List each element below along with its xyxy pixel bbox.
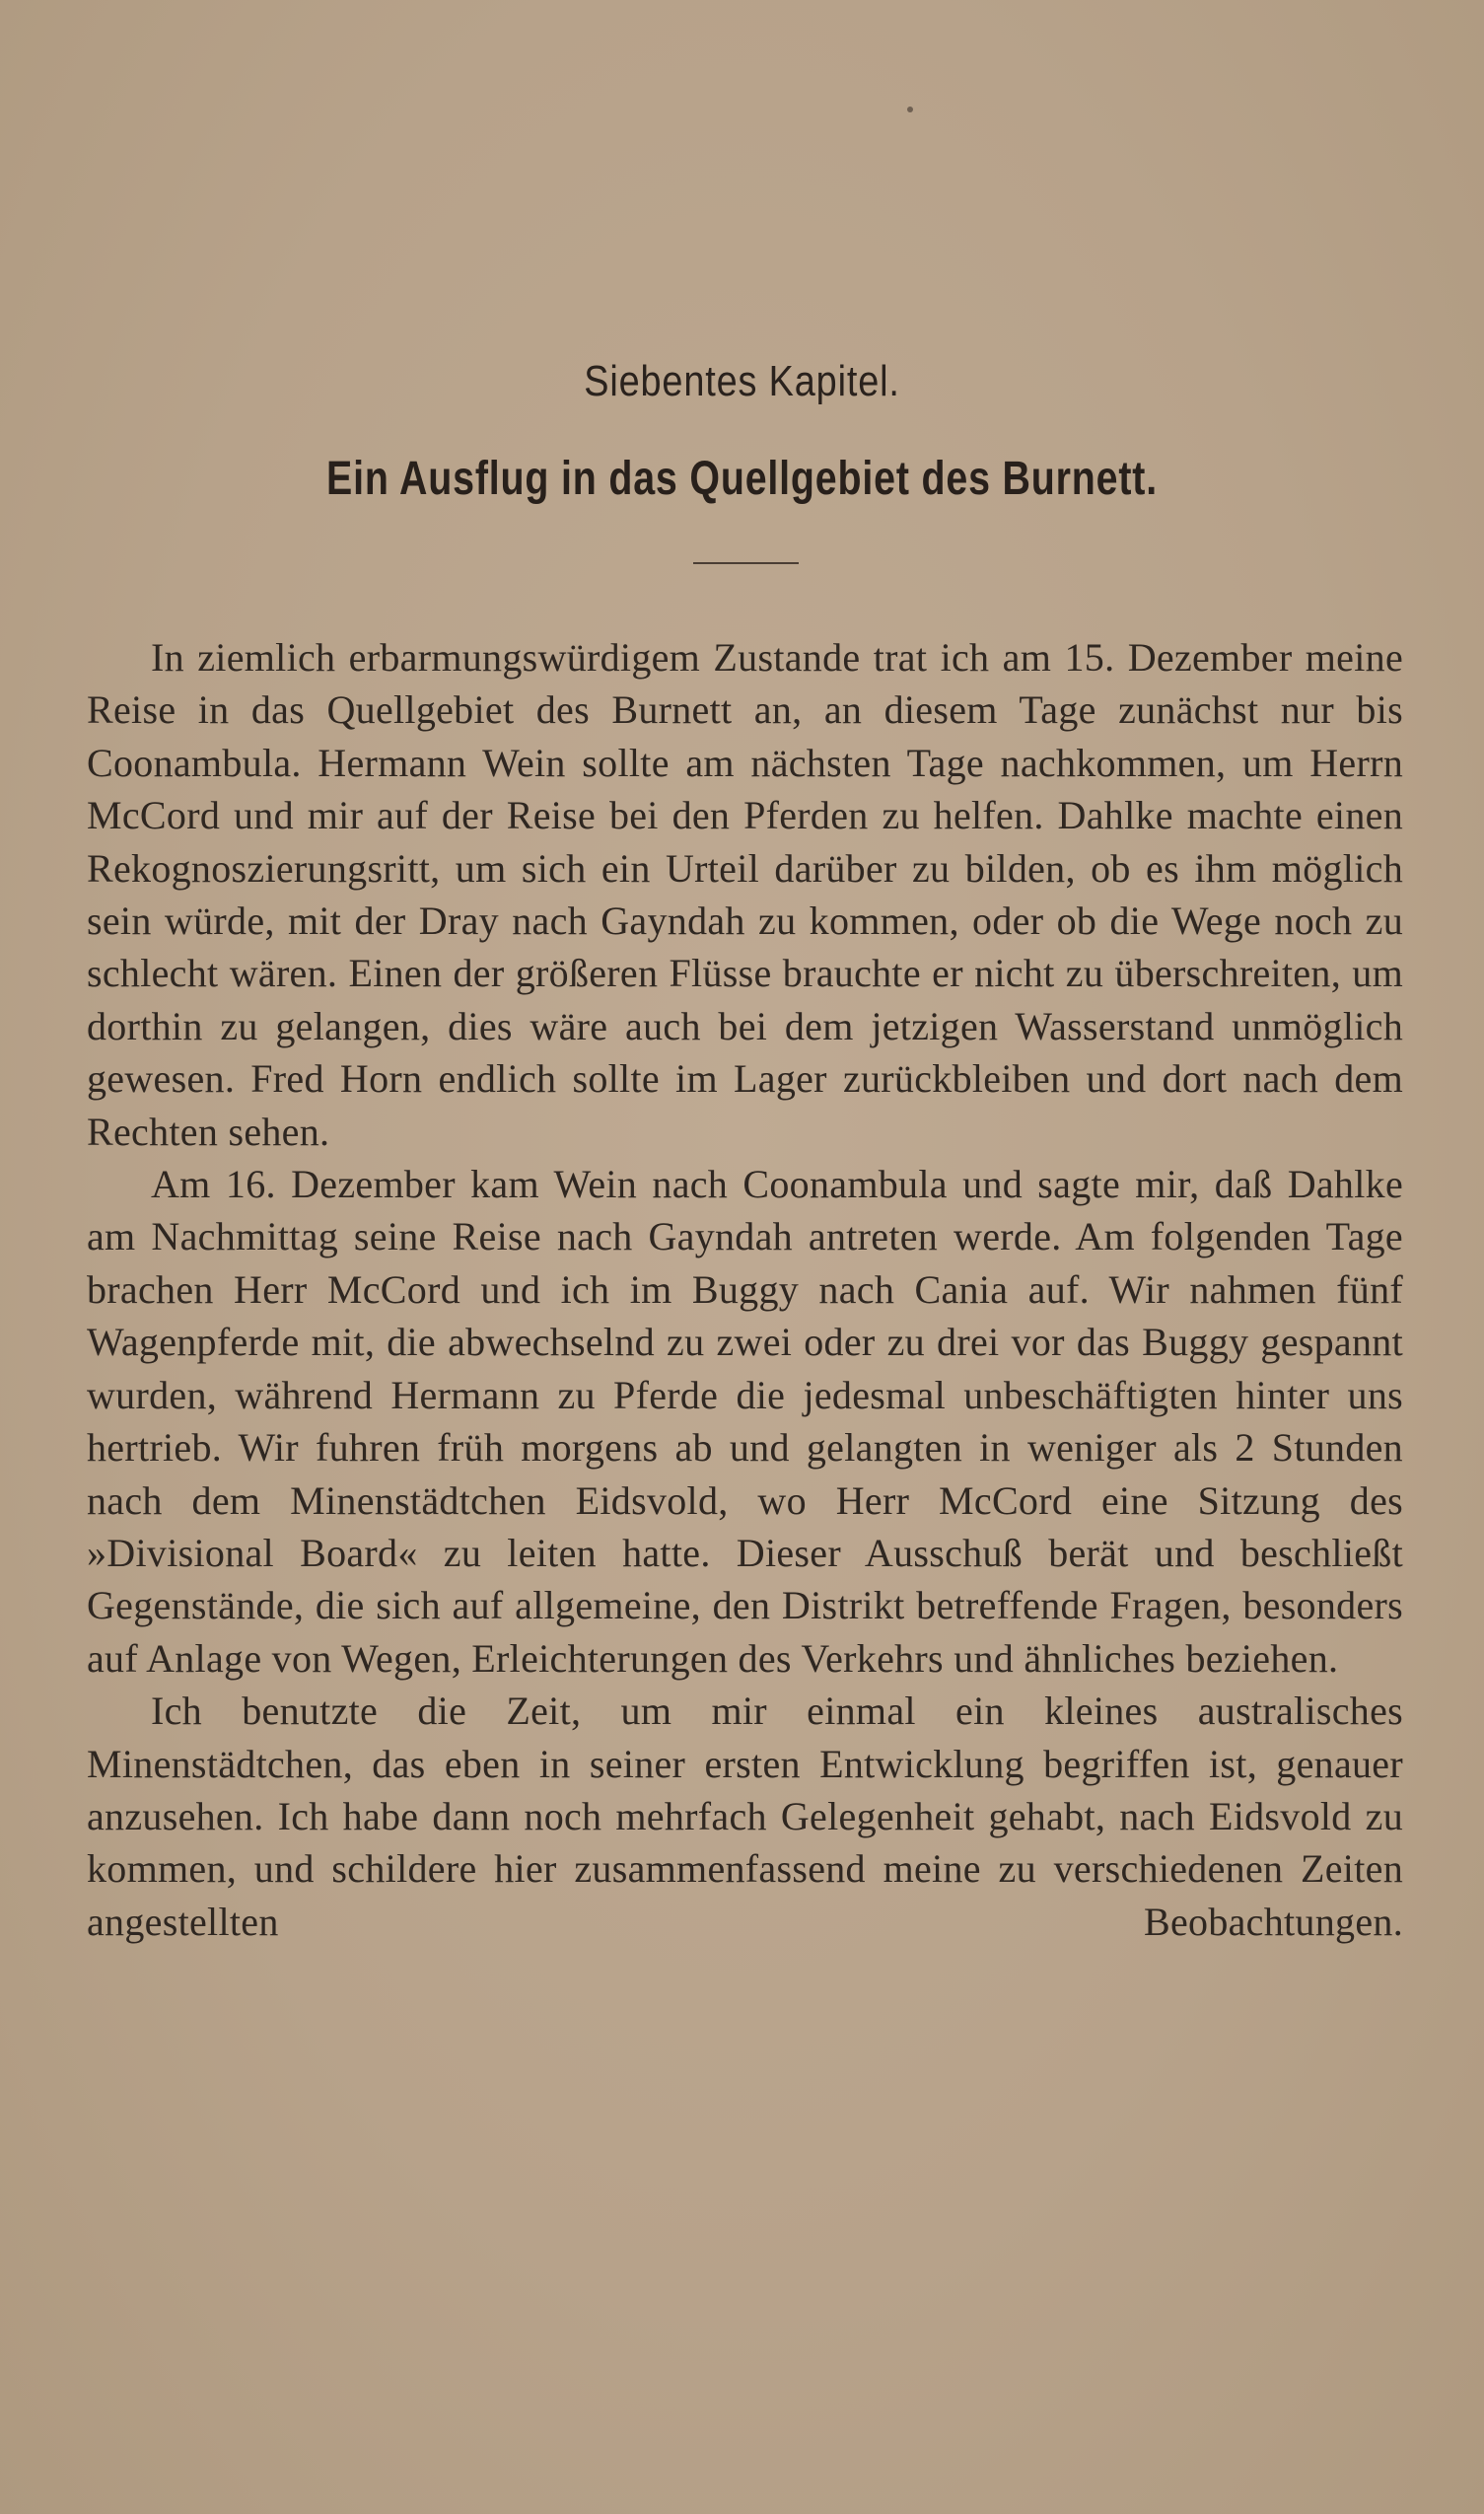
paragraph-1: In ziemlich erbarmungswürdigem Zustande trat ich am 15. Dezember meine Reise in das Quellgebiet des Burnett an, an diesem Tage zunächst nur bis Coonambula. Hermann Wein sollte am nächsten Tage nachkommen, um Herrn McCord und mir auf der Reise bei den Pferden zu helfen. Dahlke machte einen Rekognoszierungsritt, um sich ein Urteil darüber zu bilden, ob es ihm möglich sein würde, mit der Dray nach Gayndah zu kommen, oder ob die Wege noch zu schlecht wären. Einen der größeren Flüsse brauchte er nicht zu überschreiten, um dorthin zu gelangen, dies wäre auch bei dem jetzigen Wasserstand unmöglich gewesen. Fred Horn endlich sollte im Lager zurückbleiben und dort nach dem Rechten sehen. bbox=[87, 635, 1403, 1154]
paragraph-3: Ich benutzte die Zeit, um mir einmal ein kleines australisches Minenstädtchen, das eben in seiner ersten Entwicklung begriffen ist, genauer anzusehen. Ich habe dann noch mehrfach Gelegenheit gehabt, nach Eidsvold zu kommen, und schildere hier zusammenfassend meine zu verschiedenen Zeiten angestellten Beobachtungen. bbox=[87, 1688, 1403, 1944]
paragraph-2: Am 16. Dezember kam Wein nach Coonambula und sagte mir, daß Dahlke am Nachmittag seine Reise nach Gayndah antreten werde. Am folgenden Tage brachen Herr McCord und ich im Buggy nach Cania auf. Wir nahmen fünf Wagenpferde mit, die abwechselnd zu zwei oder zu drei vor das Buggy gespannt wurden, während Hermann zu Pferde die jedesmal unbeschäftigten hinter uns hertrieb. Wir fuhren früh morgens ab und gelangten in weniger als 2 Stunden nach dem Minenstädtchen Eidsvold, wo Herr McCord eine Sitzung des »Divisional Board« zu leiten hatte. Dieser Ausschuß berät und beschließt Gegenstände, die sich auf allgemeine, den Distrikt betreffende Fragen, besonders auf Anlage von Wegen, Erleichterungen des Verkehrs und ähnliches beziehen. bbox=[87, 1162, 1403, 1681]
chapter-label: Siebentes Kapitel. bbox=[584, 357, 900, 405]
title-divider bbox=[693, 562, 799, 564]
chapter-body bbox=[87, 631, 1403, 1948]
chapter-title: Ein Ausflug in das Quellgebiet des Burnett. bbox=[326, 453, 1158, 505]
paper-speck bbox=[907, 107, 913, 112]
